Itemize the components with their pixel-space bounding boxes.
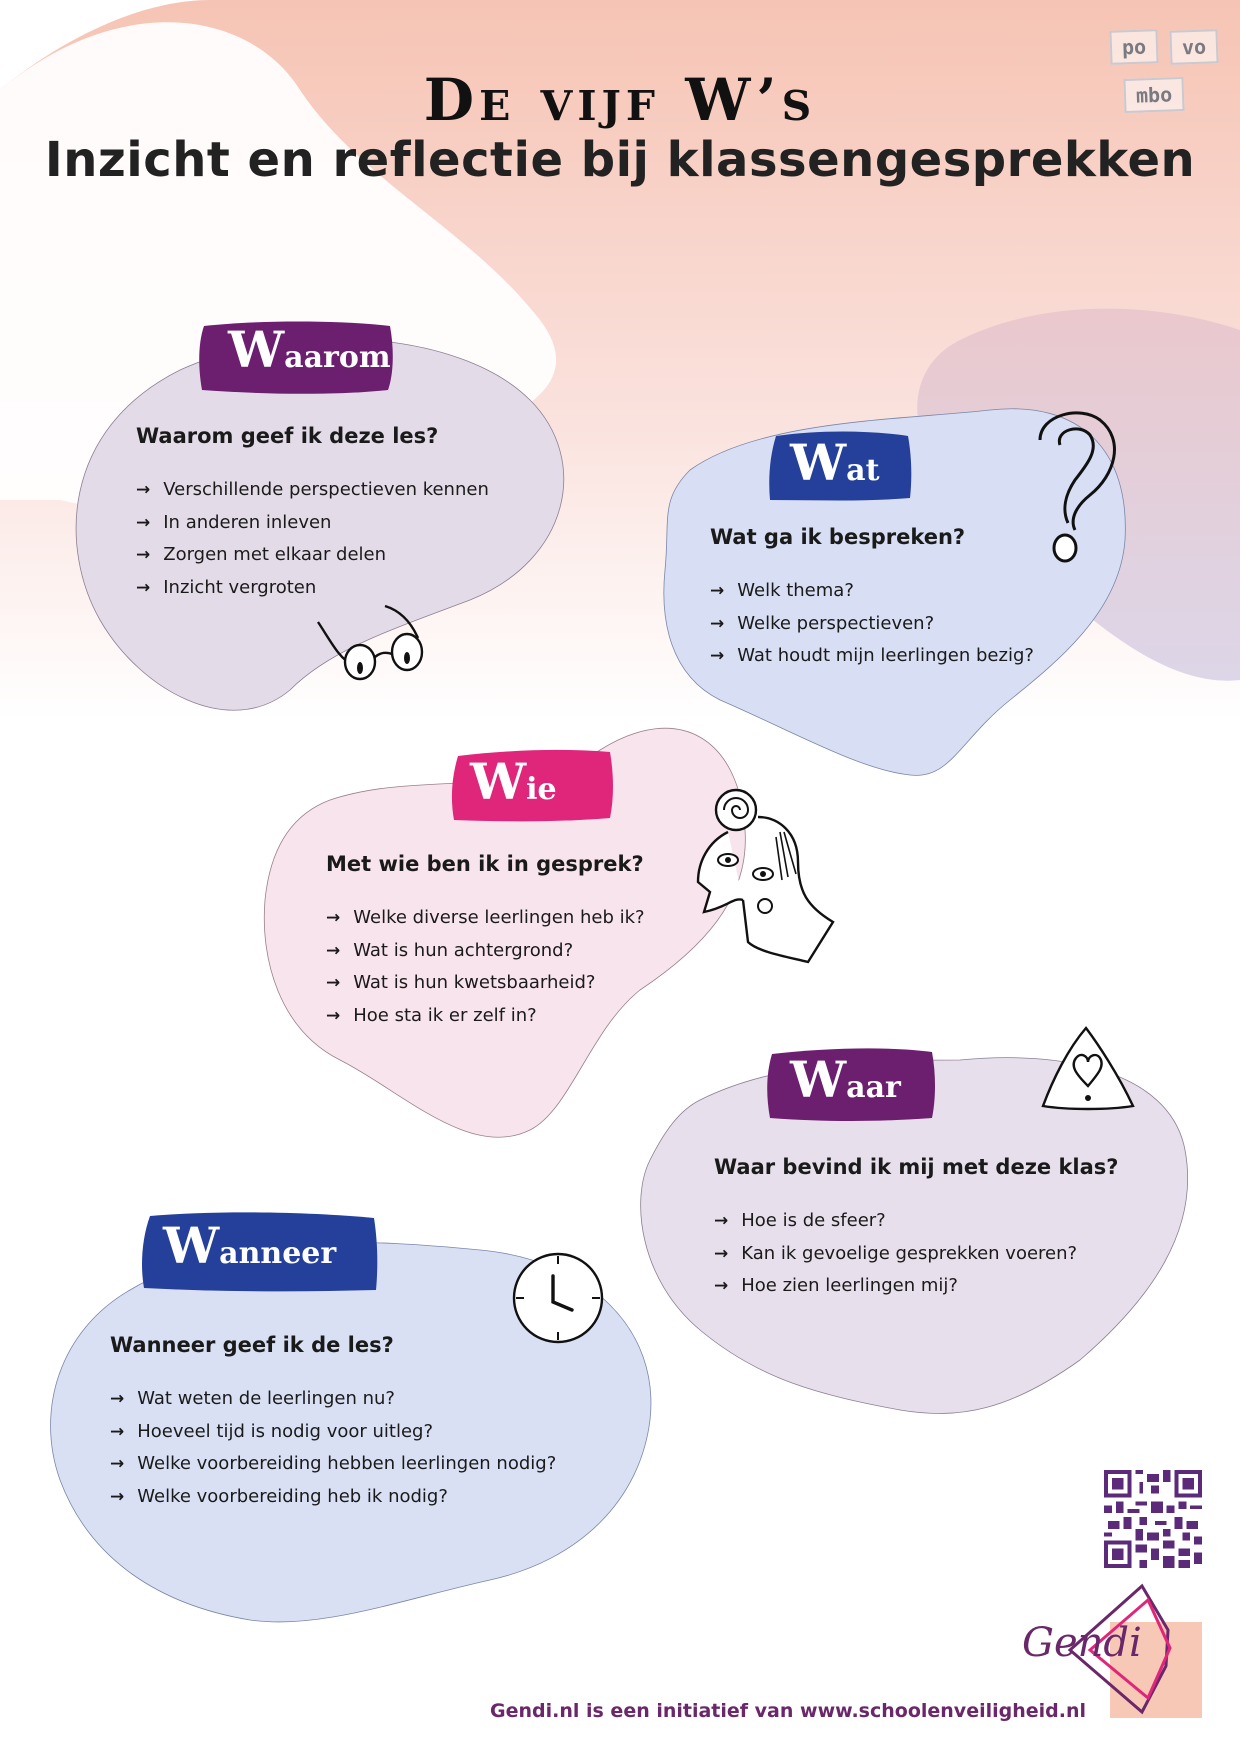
list-item: → Zorgen met elkaar delen: [136, 539, 489, 572]
faces-icon: [688, 782, 838, 972]
level-tag-po: po: [1109, 29, 1158, 65]
list-item: → Hoe sta ik er zelf in?: [326, 1000, 645, 1033]
label-waarom-rest: aarom: [284, 340, 391, 375]
list-waarom: [136, 474, 489, 604]
section-waar: [714, 1155, 1119, 1303]
list-item: → Kan ik gevoelige gesprekken voeren?: [714, 1238, 1119, 1271]
label-wanneer-initial: W: [163, 1216, 220, 1275]
label-wie: [470, 752, 557, 811]
label-wat-initial: W: [790, 433, 847, 492]
question-mark-icon: [1020, 405, 1130, 565]
list-item: → Welke voorbereiding hebben leerlingen nodig?: [110, 1448, 556, 1481]
label-waar-rest: aar: [846, 1070, 901, 1105]
question-wie: Met wie ben ik in gesprek?: [326, 852, 644, 876]
list-item: → Welk thema?: [710, 575, 1034, 608]
list-item: → Wat houdt mijn leerlingen bezig?: [710, 640, 1034, 673]
list-item: → Welke perspectieven?: [710, 608, 1034, 641]
list-wanneer: [110, 1383, 556, 1513]
list-item: → Verschillende perspectieven kennen: [136, 474, 489, 507]
list-item: → Hoeveel tijd is nodig voor uitleg?: [110, 1416, 556, 1449]
section-waarom: [136, 424, 489, 604]
list-item: → Inzicht vergroten: [136, 572, 489, 605]
footer-text: Gendi.nl is een initiatief van www.schoolenveiligheid.nl: [490, 1700, 1087, 1722]
level-tag-mbo: mbo: [1123, 77, 1184, 113]
qr-code[interactable]: [1104, 1470, 1202, 1568]
level-tag-vo: vo: [1169, 29, 1218, 65]
page-subtitle: Inzicht en reflectie bij klassengesprekken: [44, 132, 1196, 188]
list-item: → Welke voorbereiding heb ik nodig?: [110, 1481, 556, 1514]
list-wie: [326, 902, 645, 1032]
list-item: → Wat is hun achtergrond?: [326, 935, 645, 968]
label-wat: [790, 433, 879, 492]
label-wanneer: [163, 1216, 336, 1275]
list-item: → Welke diverse leerlingen heb ik?: [326, 902, 645, 935]
label-waarom-initial: W: [228, 320, 285, 379]
label-wat-rest: at: [846, 453, 880, 488]
heart-triangle-icon: [1038, 1024, 1138, 1114]
label-wie-rest: ie: [526, 772, 557, 807]
label-waar: [790, 1050, 901, 1109]
label-wie-initial: W: [470, 752, 527, 811]
question-waar: Waar bevind ik mij met deze klas?: [714, 1155, 1119, 1179]
list-item: → In anderen inleven: [136, 507, 489, 540]
section-wanneer: [110, 1333, 556, 1513]
list-item: → Hoe zien leerlingen mij?: [714, 1270, 1119, 1303]
gendi-brand-name: Gendi: [1022, 1620, 1142, 1666]
question-wanneer: Wanneer geef ik de les?: [110, 1333, 394, 1357]
label-wanneer-rest: anneer: [219, 1236, 337, 1271]
list-item: → Wat weten de leerlingen nu?: [110, 1383, 556, 1416]
question-wat: Wat ga ik bespreken?: [710, 525, 966, 549]
list-item: → Wat is hun kwetsbaarheid?: [326, 967, 645, 1000]
label-waar-initial: W: [790, 1050, 847, 1109]
label-waarom: [228, 320, 391, 379]
question-waarom: Waarom geef ik deze les?: [136, 424, 439, 448]
glasses-icon: [310, 600, 430, 690]
section-wat: [710, 525, 1034, 673]
list-wat: [710, 575, 1034, 673]
section-wie: [326, 852, 645, 1032]
list-item: → Hoe is de sfeer?: [714, 1205, 1119, 1238]
page-title: De vijf W’s: [423, 66, 817, 134]
list-waar: [714, 1205, 1119, 1303]
